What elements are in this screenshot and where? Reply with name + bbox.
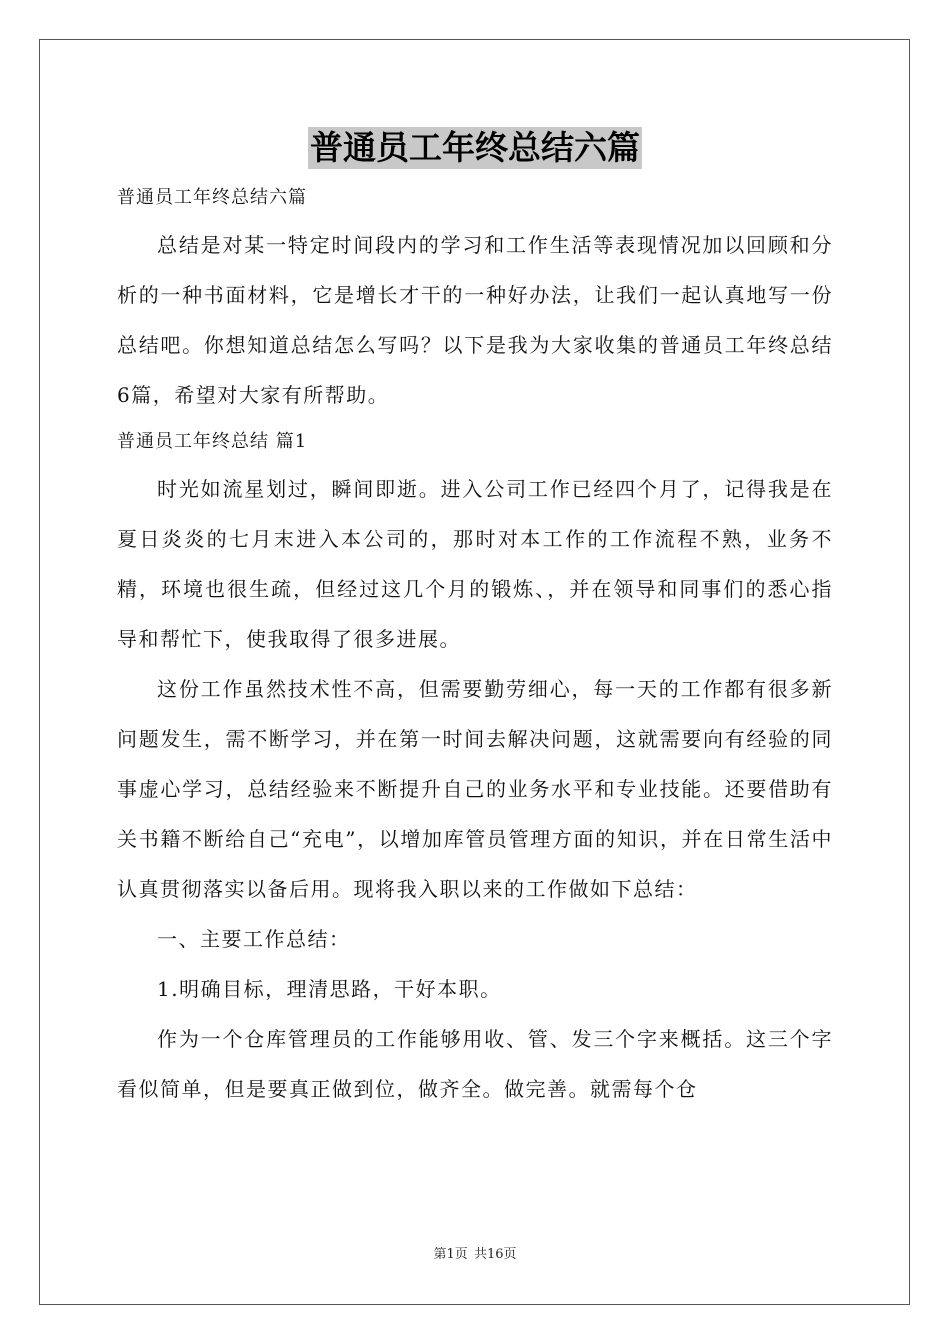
body-paragraph: 时光如流星划过，瞬间即逝。进入公司工作已经四个月了，记得我是在夏日炎炎的七月末进入本公司的，那时对本工作的工作流程不熟，业务不精，环境也很生疏，但经过这几个月的锻炼、，并在领导和同事们的悉心指导和帮忙下，使我取得了很多进展。 bbox=[117, 477, 833, 651]
body-paragraph: 这份工作虽然技术性不高，但需要勤劳细心，每一天的工作都有很多新问题发生，需不断学习，并在第一时间去解决问题，这就需要向有经验的同事虚心学习，总结经验来不断提升自己的业务水平和专业技能。还要借助有关书籍不断给自己“充电”，以增加库管员管理方面的知识，并在日常生活中认真贯彻落实以备后用。现将我入职以来的工作做如下总结： bbox=[117, 677, 833, 901]
title-container bbox=[0, 127, 950, 169]
page-footer bbox=[0, 1243, 950, 1262]
page-number: 第1页 bbox=[433, 1247, 468, 1262]
page-total: 共16页 bbox=[473, 1247, 517, 1262]
body-paragraph: 1.明确目标，理清思路，干好本职。 bbox=[157, 977, 502, 1001]
intro-paragraph: 总结是对某一特定时间段内的学习和工作生活等表现情况加以回顾和分析的一种书面材料，它是增长才干的一种好办法，让我们一起认真地写一份总结吧。你想知道总结怎么写吗？以下是我为大家收集的普通员工年终总结6篇，希望对大家有所帮助。 bbox=[117, 233, 833, 407]
subtitle: 普通员工年终总结六篇 bbox=[117, 187, 307, 208]
body-paragraph: 一、主要工作总结： bbox=[157, 927, 351, 951]
document-body bbox=[117, 176, 833, 1114]
document-title: 普通员工年终总结六篇 bbox=[310, 128, 640, 167]
section-heading: 普通员工年终总结 篇1 bbox=[117, 431, 308, 452]
body-paragraph: 作为一个仓库管理员的工作能够用收、管、发三个字来概括。这三个字看似简单，但是要真正做到位，做齐全。做完善。就需每个仓 bbox=[117, 1027, 833, 1101]
